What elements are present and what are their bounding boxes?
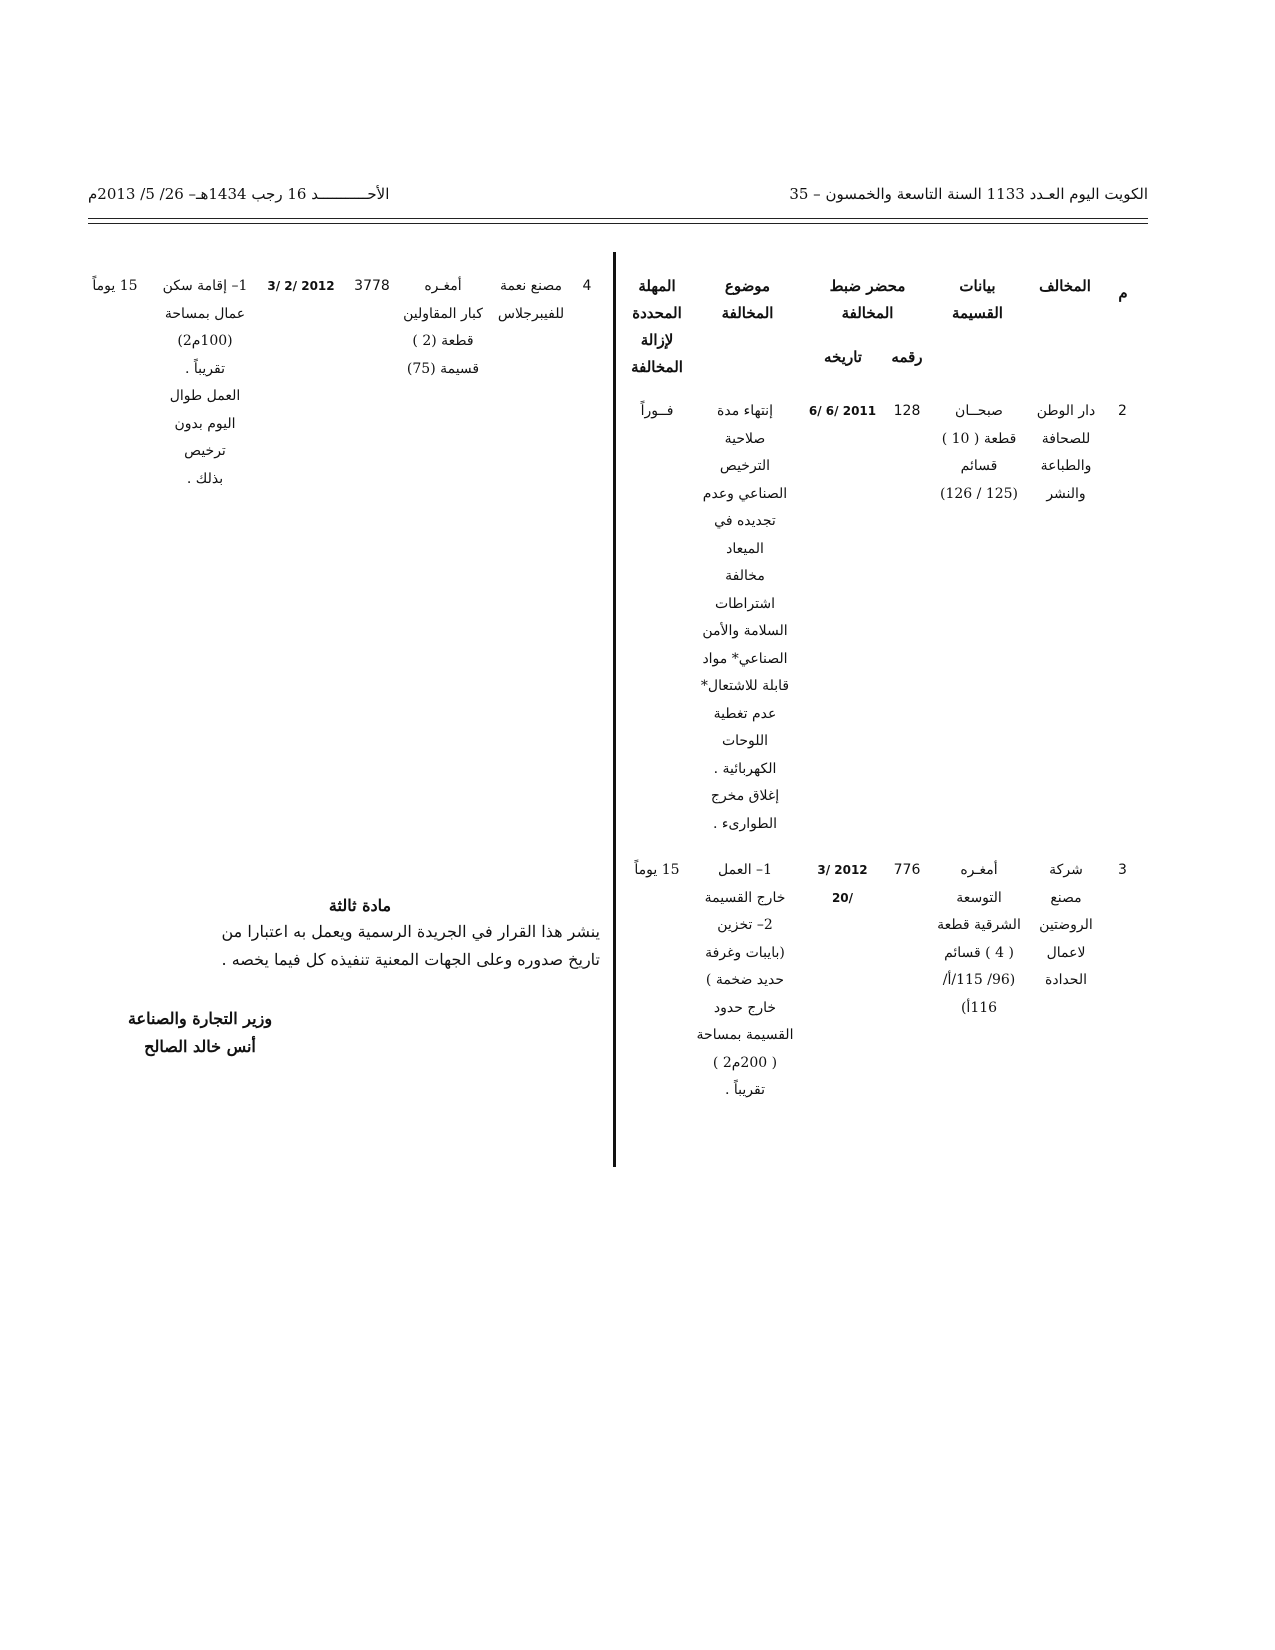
row-3-violator: شركة مصنع الروضتين لاعمال الحدادة (1039, 862, 1093, 988)
row-3-deadline: 15 يوماً (634, 862, 680, 878)
row-3-report-number: 776 (893, 862, 921, 878)
header-date: الأحـــــــــــد 16 رجب 1434هـ– 26/ 5/ 2013م (88, 185, 390, 203)
row-4-deadline: 15 يوماً (92, 278, 138, 294)
header-report-number: رقمه (891, 348, 923, 366)
header-report-date: تاريخه (824, 348, 862, 366)
minister-name: أنس خالد الصالح (144, 1037, 256, 1056)
article-text: ينشر هذا القرار في الجريدة الرسمية ويعمل به اعتبارا من تاريخ صدوره وعلى الجهات المعنية تنفيذه كل فيما يخصه . (221, 922, 600, 969)
header-plot: بيانات القسيمة (952, 277, 1003, 322)
row-4-index: 4 (582, 278, 592, 294)
row-2-subject: إنتهاء مدة صلاحية الترخيص الصناعي وعدم تجديده في الميعاد مخالفة اشتراطات السلامة والأمن الصناعي* مواد قابلة للاشتعال* عدم تغطية اللوحات الكهربائية . إغلاق مخرج الطوارىء . (700, 403, 790, 832)
article-title: مادة ثالثة (328, 896, 392, 915)
row-2-plot: صبحــان قطعة ( 10 ) قسائم (125 / 126) (939, 403, 1019, 502)
header-issue: الكويت اليوم العـدد 1133 السنة التاسعة والخمسون – 35 (789, 185, 1148, 203)
header-index: م (1118, 284, 1128, 302)
row-2-report-date: 2011 /6 /6 (808, 404, 877, 418)
column-divider (613, 252, 616, 1167)
row-4-report-date: 2012 /2 /3 (267, 279, 335, 293)
row-2-report-number: 128 (893, 403, 921, 419)
signature-block (100, 1005, 300, 1061)
row-2-deadline: فــوراً (640, 403, 674, 419)
row-3-plot: أمغـره التوسعة الشرقية قطعة ( 4 ) قسائم (96/ 115/أ/ 116أ) (937, 862, 1021, 1016)
header-subject: موضوع المخالفة (721, 277, 774, 322)
row-3-index: 3 (1118, 862, 1127, 878)
row-4-plot: أمغـره كبار المقاولين قطعة (2 ) قسيمة (75) (403, 278, 483, 377)
header-report: محضر ضبط المخالفة (829, 277, 906, 322)
header-rule-top (88, 218, 1148, 219)
row-2-violator: دار الوطن للصحافة والطباعة والنشر (1036, 403, 1096, 502)
header-violator: المخالف (1039, 277, 1091, 295)
row-3-report-date: 2012 /3 /20 (817, 863, 868, 905)
row-2-index: 2 (1118, 403, 1127, 419)
row-4-report-number: 3778 (354, 278, 390, 294)
row-4-subject: 1– إقامة سكن عمال بمساحة (100م2) تقريباً . العمل طوال اليوم بدون ترخيص بذلك . (162, 278, 248, 487)
row-4-violator: مصنع نعمة للفيبرجلاس (497, 278, 565, 322)
row-3-subject: 1– العمل خارج القسيمة 2– تخزين (بايبات وغرفة حديد ضخمة ) خارج حدود القسيمة بمساحة ( 200م2 ) تقريباً . (696, 862, 794, 1098)
minister-title: وزير التجارة والصناعة (127, 1009, 273, 1028)
header-rule-bottom (88, 223, 1148, 224)
header-deadline: المهلة المحددة لإزالة المخالفة (631, 277, 683, 376)
